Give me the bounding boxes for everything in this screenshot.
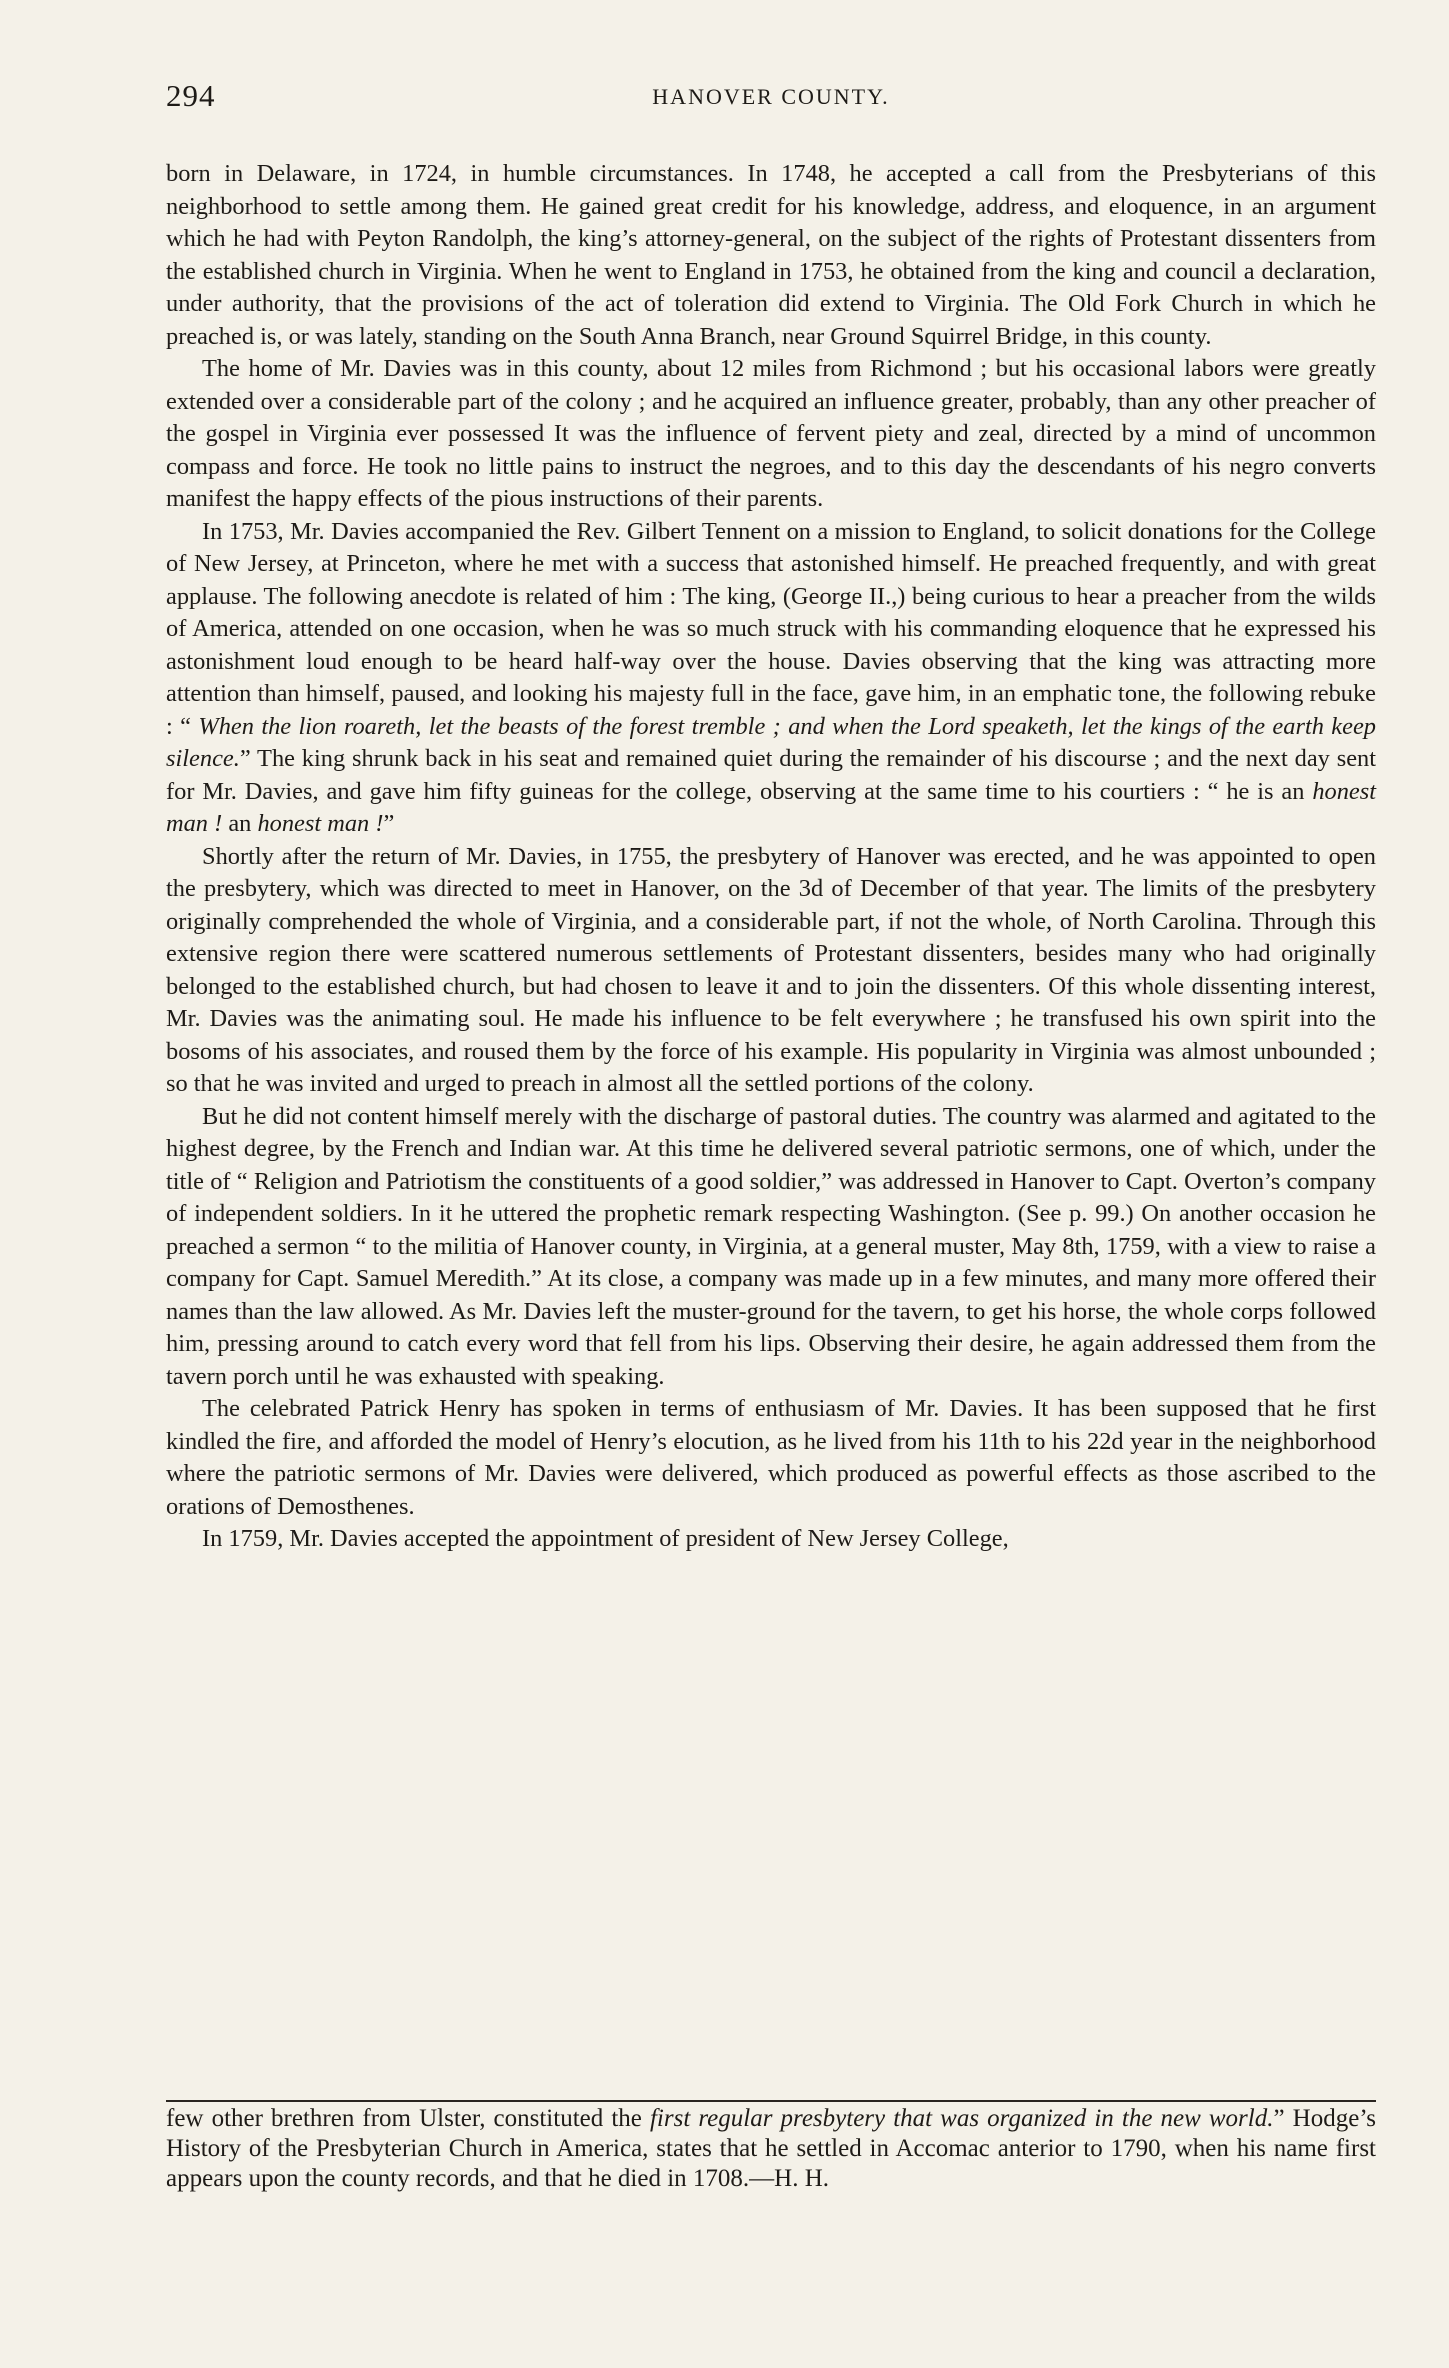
text-run: born in Delaware, in 1724, in humble circumstances. In 1748, he accepted a call from the Presbyterians of this neighborhood to settle among them. He gained great credit for his knowledge, address, and eloquence, in an argument which he had with Peyton Randolph, the king’s attorney-general, on the subject of the rights of Protestant dissenters from the established church in Virginia. When he went to England in 1753, he obtained from the king and council a declaration, under authority, that the provisions of the act of toleration did extend to Virginia. The Old Fork Church in which he preached is, or was lately, standing on the South Anna Branch, near Ground Squirrel Bridge, in this county. [166,160,1376,350]
text-run: ” Hodge’s History of the Presbyterian Church in America, states that he settled in Accomac anterior to 1790, when his name first appears upon the county records, and that he died in 1708.—H. H. [166,2105,1376,2192]
text-run: In 1759, Mr. Davies accepted the appointment of president of New Jersey College, [202,1525,1009,1552]
footnote-divider [166,2100,1376,2102]
text-run: But he did not content himself merely with the discharge of pastoral duties. The country was alarmed and agitated to the highest degree, by the French and Indian war. At this time he delivered several patriotic sermons, one of which, under the title of “ Religion and Patriotism the constituents of a good soldier,” was addressed in Hanover to Capt. Overton’s company of independent soldiers. In it he uttered the prophetic remark respecting Washington. (See p. 99.) On another occasion he preached a sermon “ to the militia of Hanover county, in Virginia, at a general muster, May 8th, 1759, with a view to raise a company for Capt. Samuel Meredith.” At its close, a company was made up in a few minutes, and many more offered their names than the law allowed. As Mr. Davies left the muster-ground for the tavern, to get his horse, the whole corps followed him, pressing around to catch every word that fell from his lips. Observing their desire, he again addressed them from the tavern porch until he was exhausted with speaking. [166,1102,1376,1390]
text-run: few other brethren from Ulster, constituted the [166,2105,650,2132]
italic-text: When the lion roareth, let the beasts of the forest tremble ; and when the Lord speaketh, let the kings of the earth keep silence. [166,712,1376,772]
italic-text: first regular presbytery that was organized in the new world. [649,2105,1274,2132]
paragraph [166,1523,1376,1556]
italic-text: honest man ! [166,777,1376,837]
running-head: HANOVER COUNTY. [652,84,890,109]
text-run: ” The king shrunk back in his seat and remained quiet during the remainder of his discourse ; and the next day sent for Mr. Davies, and gave him fifty guineas for the college, observing at the same time to his courtiers : “ he is an [166,745,1376,805]
paragraph [166,1101,1376,1394]
page-number: 294 [166,78,216,113]
page-header [166,78,1376,128]
paragraph [166,1393,1376,1523]
text-run: The celebrated Patrick Henry has spoken in terms of enthusiasm of Mr. Davies. It has been supposed that he first kindled the fire, and afforded the model of Henry’s elocution, as he lived from his 11th to his 22d year in the neighborhood where the patriotic sermons of Mr. Davies were delivered, which produced as powerful effects as those ascribed to the orations of Demosthenes. [166,1395,1376,1520]
text-run: In 1753, Mr. Davies accompanied the Rev. Gilbert Tennent on a mission to England, to solicit donations for the College of New Jersey, at Princeton, where he met with a success that astonished himself. He preached frequently, and with great applause. The following anecdote is related of him : The king, (George II.,) being curious to hear a preacher from the wilds of America, attended on one occasion, when he was so much struck with his commanding eloquence that he expressed his astonishment loud enough to be heard half-way over the house. Davies observing that the king was attracting more attention than himself, paused, and looking his majesty full in the face, gave him, in an emphatic tone, the following rebuke : “ [166,517,1376,740]
paragraph [166,841,1376,1101]
italic-text: honest man ! [257,810,384,837]
footnote-text [166,2104,1376,2194]
text-run: The home of Mr. Davies was in this county, about 12 miles from Richmond ; but his occasional labors were greatly extended over a considerable part of the colony ; and he acquired an influence greater, probably, than any other preacher of the gospel in Virginia ever possessed It was the influence of fervent piety and zeal, directed by a mind of uncommon compass and force. He took no little pains to instruct the negroes, and to this day the descendants of his negro converts manifest the happy effects of the pious instructions of their parents. [166,355,1376,512]
text-run: ” [383,810,395,837]
body-text [166,158,1376,1556]
footnote [166,2104,1376,2194]
text-run: Shortly after the return of Mr. Davies, in 1755, the presbytery of Hanover was erected, and he was appointed to open the presbytery, which was directed to meet in Hanover, on the 3d of December of that year. The limits of the presbytery originally comprehended the whole of Virginia, and a considerable part, if not the whole, of North Carolina. Through this extensive region there were scattered numerous settlements of Protestant dissenters, besides many who had originally belonged to the established church, but had chosen to leave it and to join the dissenters. Of this whole dissenting interest, Mr. Davies was the animating soul. He made his influence to be felt everywhere ; he transfused his own spirit into the bosoms of his associates, and roused them by the force of his example. His popularity in Virginia was almost unbounded ; so that he was invited and urged to preach in almost all the settled portions of the colony. [166,842,1376,1097]
text-run: an [222,810,258,837]
paragraph [166,353,1376,516]
paragraph [166,516,1376,841]
paragraph [166,158,1376,353]
